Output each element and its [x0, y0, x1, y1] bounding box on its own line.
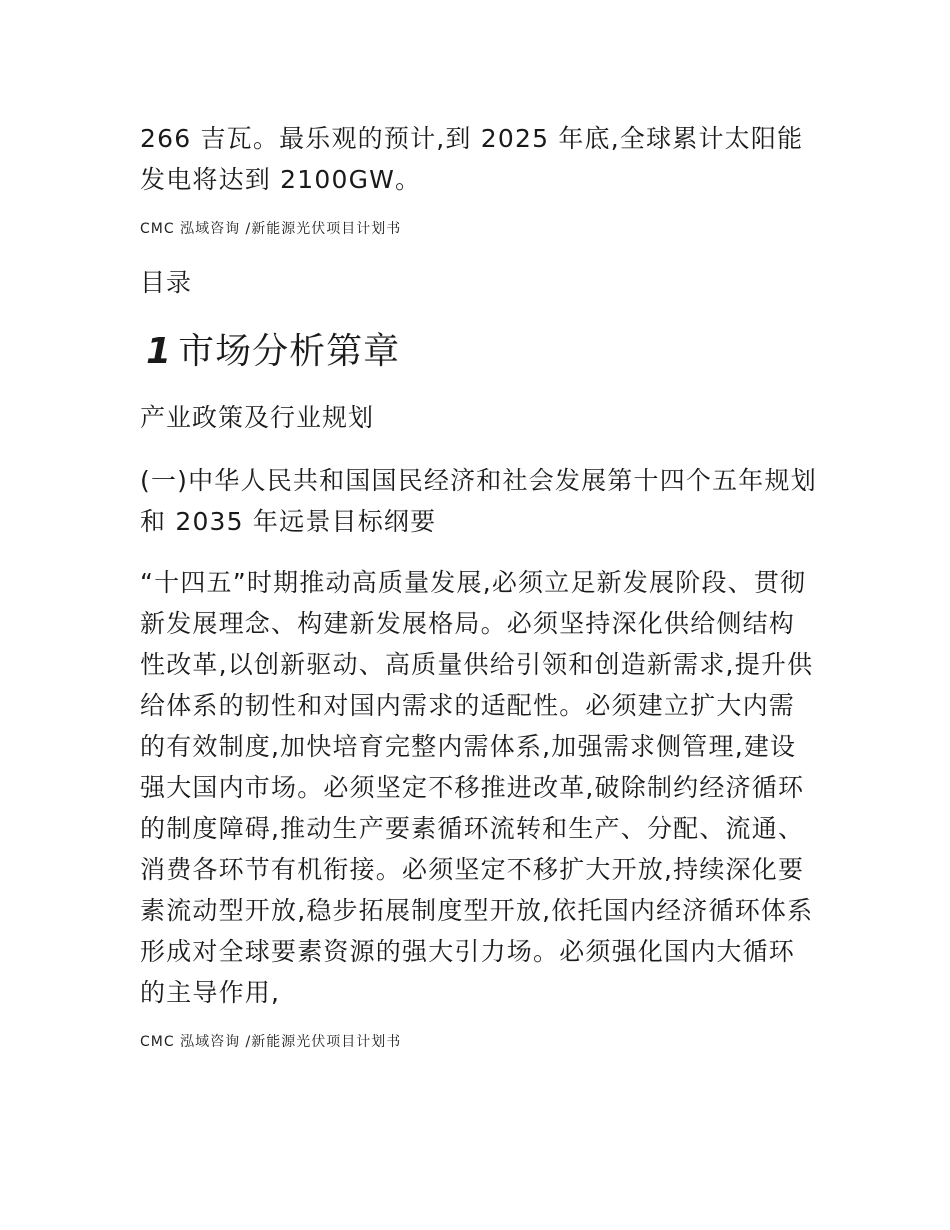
section-heading: 产业政策及行业规划	[140, 403, 375, 432]
body-paragraph: “十四五”时期推动高质量发展,必须立足新发展阶段、贯彻新发展理念、构建新发展格局。必须坚持深化供给侧结构性改革,以创新驱动、高质量供给引领和创造新需求,提升供给体系的韧性和对国内需求的适配性。必须建立扩大内需的有效制度,加快培育完整内需体系,加强需求侧管理,建设强大国内市场。必须坚定不移推进改革,破除制约经济循环的制度障碍,推动生产要素循环流转和生产、分配、流通、消费各环节有机衔接。必须坚定不移扩大开放,持续深化要素流动型开放,稳步拓展制度型开放,依托国内经济循环体系形成对全球要素资源的强大引力场。必须强化国内大循环的主导作用,	[140, 568, 814, 1007]
chapter-title: 市场分析第章	[178, 331, 401, 372]
chapter-number: 1	[146, 331, 173, 372]
page-footer-top: CMC 泓域咨询 /新能源光伏项目计划书	[140, 221, 402, 237]
subsection-heading: (一)中华人民共和国国民经济和社会发展第十四个五年规划和 2035 年远景目标纲要	[140, 466, 817, 536]
intro-paragraph: 266 吉瓦。最乐观的预计,到 2025 年底,全球累计太阳能发电将达到 2100GW。	[140, 124, 804, 194]
toc-heading: 目录	[140, 268, 193, 297]
page-footer-bottom: CMC 泓域咨询 /新能源光伏项目计划书	[140, 1034, 402, 1050]
chapter-heading	[140, 329, 400, 375]
